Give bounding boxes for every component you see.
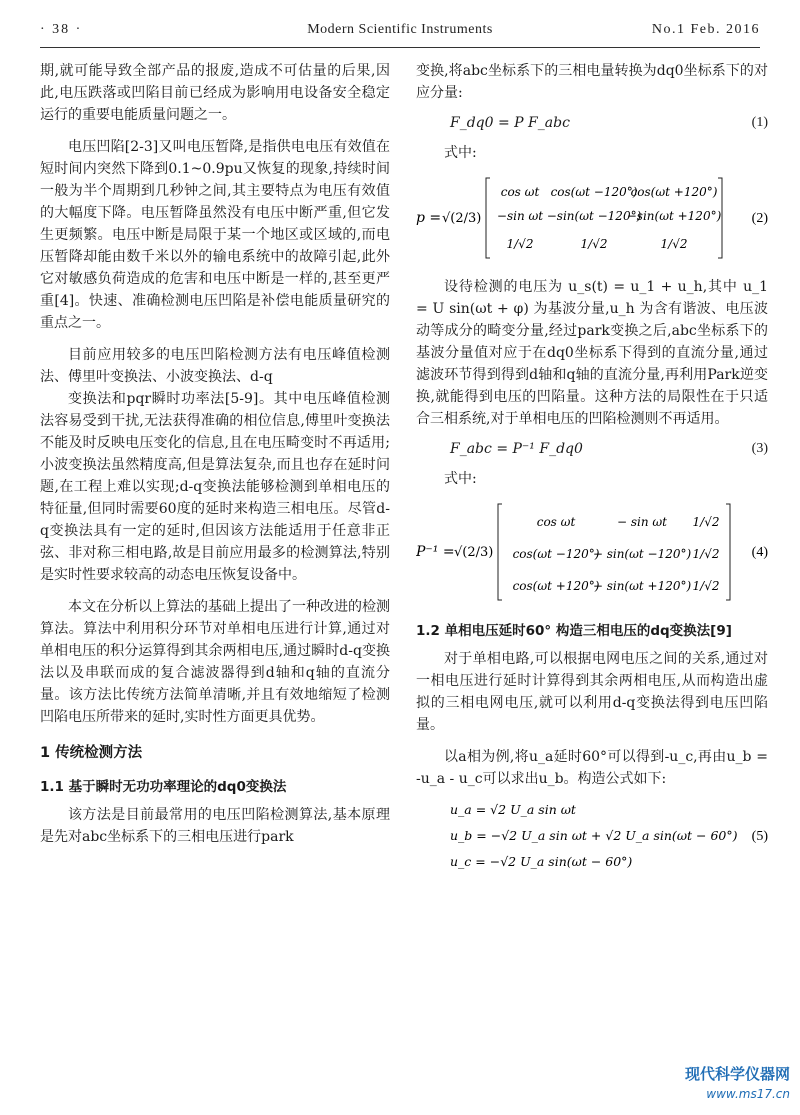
subsection-heading: 1.2 单相电压延时60° 构造三相电压的dq变换法[9] bbox=[416, 623, 732, 639]
matrix-cell: 1/√2 bbox=[692, 547, 720, 561]
matrix-lhs: p = bbox=[416, 210, 442, 226]
header-rule bbox=[40, 47, 760, 48]
paragraph: 以a相为例,将u_a延时60°可以得到-u_c,再由u_b = -u_a - u_c可以求出u_b。构造公式如下: bbox=[416, 749, 768, 787]
paragraph: 变换,将abc坐标系下的三相电量转换为dq0坐标系下的对应分量: bbox=[416, 63, 768, 101]
equation-1 bbox=[416, 108, 768, 138]
matrix-cell: cos(ωt −120°) bbox=[512, 547, 600, 561]
paragraph: 电压凹陷[2-3]又叫电压暂降,是指供电电压有效值在短时间内突然下降到0.1~0.9pu又恢复的现象,持续时间一般为半个周期到几秒钟之间,其主要特点为电压有效值的大幅度下降。电压暂降虽然没有电压中断严重,但它发生更频繁。电压中断是局限于某一个地区或区域的,而电压暂降却能由数千米以外的输电系统中的故障引起,此外它对敏感负荷造成的危害和电压中断是一样的,甚至更严重[4]。快速、准确检测电压凹陷是补偿电能质量研究的重点之一。 bbox=[40, 139, 390, 331]
equation-number: (5) bbox=[751, 829, 768, 844]
matrix-cell: cos(ωt +120°) bbox=[512, 579, 600, 593]
matrix-cell: 1/√2 bbox=[660, 237, 688, 251]
equation-line: u_b = −√2 U_a sin ωt + √2 U_a sin(ωt − 60°) bbox=[450, 828, 738, 843]
matrix-cell: 1/√2 bbox=[580, 237, 608, 251]
equation-5 bbox=[416, 796, 768, 878]
logo-url: www.ms17.cn bbox=[706, 1087, 790, 1101]
left-column bbox=[40, 60, 390, 848]
where-label: 式中: bbox=[444, 145, 477, 161]
where-label: 式中: bbox=[444, 471, 477, 487]
running-header bbox=[40, 20, 760, 44]
paragraph: 该方法是目前最常用的电压凹陷检测算法,基本原理是先对abc坐标系下的三相电压进行park bbox=[40, 807, 390, 845]
page-number: · 38 · bbox=[40, 22, 83, 37]
watermark-logo bbox=[640, 1059, 790, 1109]
equation-number: (3) bbox=[751, 441, 768, 456]
equation-line: u_c = −√2 U_a sin(ωt − 60°) bbox=[450, 854, 633, 869]
issue-date: No.1 Feb. 2016 bbox=[651, 22, 760, 37]
paragraph: 目前应用较多的电压凹陷检测方法有电压峰值检测法、傅里叶变换法、小波变换法、d-q bbox=[40, 347, 390, 385]
matrix-lhs: P⁻¹ = bbox=[416, 544, 455, 560]
matrix-p-inverse bbox=[416, 496, 768, 608]
equation-text: F_dq0 = P F_abc bbox=[450, 115, 570, 131]
equation-number: (4) bbox=[751, 545, 768, 560]
matrix-cell: cos ωt bbox=[536, 515, 576, 529]
section-heading: 1 传统检测方法 bbox=[40, 745, 143, 761]
matrix-coef: √(2/3) bbox=[442, 211, 482, 226]
matrix-cell: −sin ωt bbox=[496, 209, 544, 223]
matrix-cell: − sin(ωt −120°) bbox=[592, 547, 692, 561]
matrix-cell: 1/√2 bbox=[506, 237, 534, 251]
matrix-cell: 1/√2 bbox=[692, 579, 720, 593]
subsection-heading: 1.1 基于瞬时无功功率理论的dq0变换法 bbox=[40, 779, 287, 795]
matrix-cell: 1/√2 bbox=[692, 515, 720, 529]
equation-number: (1) bbox=[751, 115, 768, 130]
paragraph: 对于单相电路,可以根据电网电压之间的关系,通过对一相电压进行延时计算得到其余两相电压,从而构造出虚拟的三相电网电压,就可以利用d-q变换法得到电压凹陷量。 bbox=[416, 651, 768, 733]
matrix-p bbox=[416, 170, 768, 266]
journal-title: Modern Scientific Instruments bbox=[307, 22, 493, 37]
equation-line: u_a = √2 U_a sin ωt bbox=[450, 802, 576, 817]
matrix-cell: cos(ωt −120°) bbox=[550, 185, 638, 199]
matrix-cell: −sin(ωt −120°) bbox=[546, 209, 642, 223]
paragraph: 本文在分析以上算法的基础上提出了一种改进的检测算法。算法中利用积分环节对单相电压进行计算,通过对单相电压的积分运算得到其余两相电压,通过瞬时d-q变换法以及串联而成的复合滤波器得到d轴和q轴的直流分量。该方法比传统方法简单清晰,并且有效地缩短了检测凹陷电压所带来的延时,实时性方面更具优势。 bbox=[40, 599, 390, 725]
paragraph: 设待检测的电压为 u_s(t) = u_1 + u_h,其中 u_1 = U sin(ωt + φ) 为基波分量,u_h 为含有谐波、电压波动等成分的畸变分量,经过park变换之后,abc坐标系下的基波分量值对应于在dq0坐标系下得到的直流分量,通过滤波环节得到得到d轴和q轴的直流分量,再利用Park逆变换,就能得到电压的凹陷量。这种方法的局限性在于只适合三相系统,对于单相电压的凹陷检测则不再适用。 bbox=[416, 279, 768, 427]
equation-number: (2) bbox=[751, 211, 768, 226]
paragraph: 变换法和pqr瞬时功率法[5-9]。其中电压峰值检测法容易受到干扰,无法获得准确的相位信息,傅里叶变换法不能及时反映电压变化的信息,且在电压畸变时不再适用;小波变换法虽然精度高,但是算法复杂,而且也存在延时问题,在工程上难以实现;d-q变换法能够检测到单相电压的特征量,但同时需要60度的延时来构造三相电压。尽管d-q变换法具有一定的延时,但因该方法能适用于任意非正弦、非对称三相电路,故是目前应用最多的检测算法,特别是实时性要求较高的动态电压恢复设备中。 bbox=[40, 391, 390, 583]
paragraph: 期,就可能导致全部产品的报废,造成不可估量的后果,因此,电压跌落或凹陷目前已经成为影响用电设备安全稳定运行的重要电能质量问题之一。 bbox=[40, 63, 390, 123]
logo-name: 现代科学仪器网 bbox=[684, 1065, 790, 1083]
matrix-cell: − sin(ωt +120°) bbox=[592, 579, 692, 593]
equation-text: F_abc = P⁻¹ F_dq0 bbox=[450, 441, 583, 457]
matrix-cell: − sin ωt bbox=[616, 515, 668, 529]
matrix-cell: cos(ωt +120°) bbox=[630, 185, 718, 199]
matrix-coef: √(2/3) bbox=[454, 545, 494, 560]
right-column bbox=[416, 60, 768, 888]
equation-3 bbox=[416, 434, 768, 464]
matrix-cell: cos ωt bbox=[500, 185, 540, 199]
matrix-cell: −sin(ωt +120°) bbox=[626, 209, 722, 223]
